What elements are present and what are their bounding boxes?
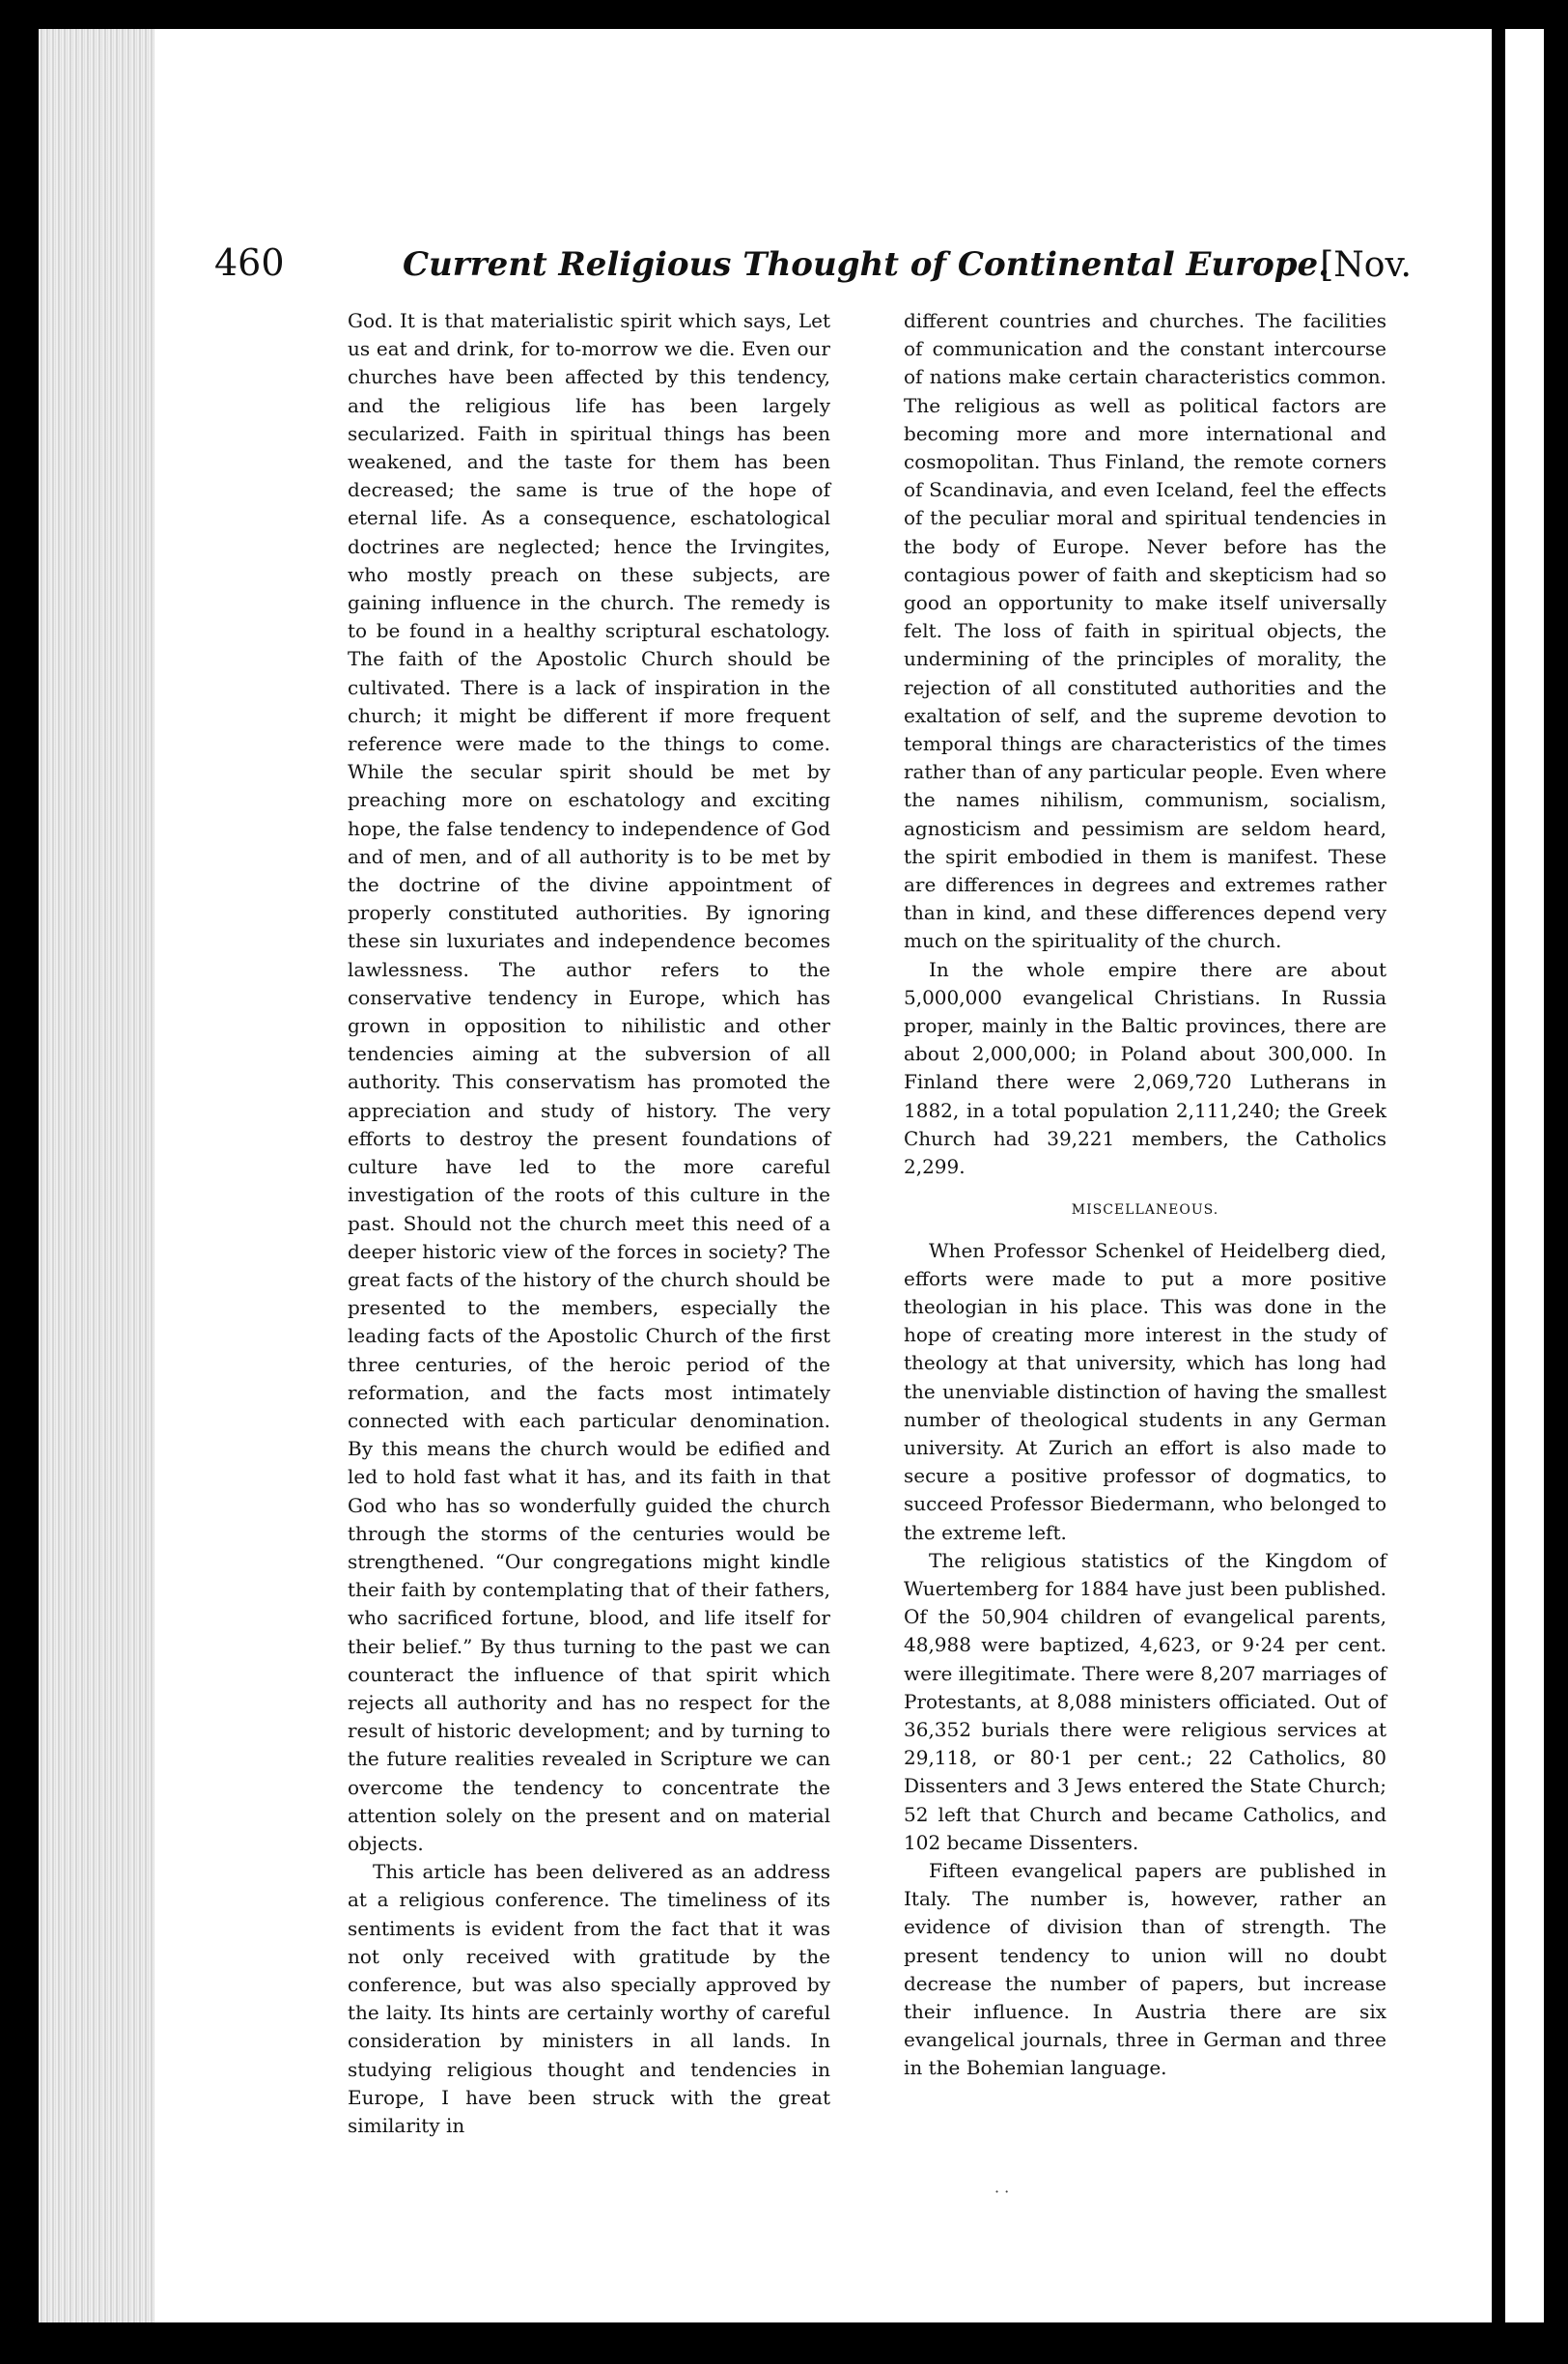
running-title: Current Religious Thought of Continental Europe. <box>403 245 1330 284</box>
paragraph: God. It is that materialistic spirit which says, Let us eat and drink, for to-morrow we die. Even our churches have been affected by this tendency, and the religious life has been largely secularized. Faith in spiritual things has been weakened, and the taste for them has been decreased; the same is true of the hope of eternal life. As a consequence, eschatological doctrines are neglected; hence the Irvingites, who mostly preach on these subjects, are gaining influence in the church. The remedy is to be found in a healthy scriptural eschatology. The faith of the Apostolic Church should be cultivated. There is a lack of inspiration in the church; it might be different if more frequent reference were made to the things to come. While the secular spirit should be met by preaching more on eschatology and exciting hope, the false tendency to independence of God and of men, and of all authority is to be met by the doctrine of the divine appointment of properly constituted authorities. By ignoring these sin luxuriates and independence becomes lawlessness. The author refers to the conservative tendency in Europe, which has grown in opposition to nihilistic and other tendencies aiming at the subversion of all authority. This conservatism has promoted the appreciation and study of history. The very efforts to destroy the present foundations of culture have led to the more careful investigation of the roots of this culture in the past. Should not the church meet this need of a deeper historic view of the forces in society? The great facts of the history of the church should be presented to the members, especially the leading facts of the Apostolic Church of the first three centuries, of the heroic period of the reformation, and the facts most intimately connected with each particular denomination. By this means the church would be edified and led to hold fast what it has, and its faith in that God who has so wonderfully guided the church through the storms of the centuries would be strengthened. “Our congregations might kindle their faith by contemplating that of their fathers, who sacrificed fortune, blood, and life itself for their belief.” By thus turning to the past we can counteract the influence of that spirit which rejects all authority and has no respect for the result of historic development; and by turning to the future realities revealed in Scripture we can overcome the tendency to concentrate the attention solely on the present and on material objects. <box>348 309 830 1855</box>
print-smudge: · · <box>994 2182 1010 2201</box>
facing-page-edge <box>1492 29 1544 2322</box>
left-column <box>348 307 830 2140</box>
page-number: 460 <box>214 241 285 284</box>
paragraph: This article has been delivered as an address at a religious conference. The timeliness of its sentiments is evident from the fact that it was not only received with gratitude by the conference, but was also specially approved by the laity. Its hints are certainly worthy of careful consideration by ministers in all lands. In studying religious thought and tendencies in Europe, I have been struck with the great similarity in <box>348 1860 830 2137</box>
paragraph: different countries and churches. The facilities of communication and the constant intercourse of nations make certain characteristics common. The religious as well as political factors are becoming more and more international and cosmopolitan. Thus Finland, the remote corners of Scandinavia, and even Iceland, feel the effects of the peculiar moral and spiritual tendencies in the body of Europe. Never before has the contagious power of faith and skepticism had so good an opportunity to make itself universally felt. The loss of faith in spiritual objects, the undermining of the principles of morality, the rejection of all constituted authorities and the exaltation of self, and the supreme devotion to temporal things are characteristics of the times rather than of any particular people. Even where the names nihilism, communism, socialism, agnosticism and pessimism are seldom heard, the spirit embodied in them is manifest. These are differences in degrees and extremes rather than in kind, and these differences depend very much on the spirituality of the church. <box>904 309 1386 953</box>
running-head <box>214 241 1412 299</box>
page-stack-edge <box>39 29 154 2322</box>
right-column <box>904 307 1386 2083</box>
section-heading: MISCELLANEOUS. <box>1071 1202 1219 1219</box>
issue-month: [Nov. <box>1320 245 1412 285</box>
paragraph: The religious statistics of the Kingdom of Wuertemberg for 1884 have just been published. Of the 50,904 children of evangelical parents, 48,988 were baptized, 4,623, or 9·24 per cent. were illegitimate. There were 8,207 marriages of Protestants, at 8,088 ministers officiated. Out of 36,352 burials there were religious services at 29,118, or 80·1 per cent.; 22 Catholics, 80 Dissenters and 3 Jews entered the State Church; 52 left that Church and became Catholics, and 102 became Dissenters. <box>904 1548 1387 1854</box>
paragraph: In the whole empire there are about 5,000,000 evangelical Christians. In Russia proper, mainly in the Baltic provinces, there are about 2,000,000; in Poland about 300,000. In Finland there were 2,069,720 Lutherans in 1882, in a total population 2,111,240; the Greek Church had 39,221 members, the Catholics 2,299. <box>904 957 1386 1179</box>
paragraph: When Professor Schenkel of Heidelberg died, efforts were made to put a more positive theologian in his place. This was done in the hope of creating more interest in the study of theology at that university, which has long had the unenviable distinction of having the smallest number of theological students in any German university. At Zurich an effort is also made to secure a positive professor of dogmatics, to succeed Professor Biedermann, who belonged to the extreme left. <box>904 1238 1386 1544</box>
paragraph: Fifteen evangelical papers are published in Italy. The number is, however, rather an evidence of division than of strength. The present tendency to union will no doubt decrease the number of papers, but increase their influence. In Austria there are six evangelical journals, three in German and three in the Bohemian language. <box>904 1858 1386 2080</box>
